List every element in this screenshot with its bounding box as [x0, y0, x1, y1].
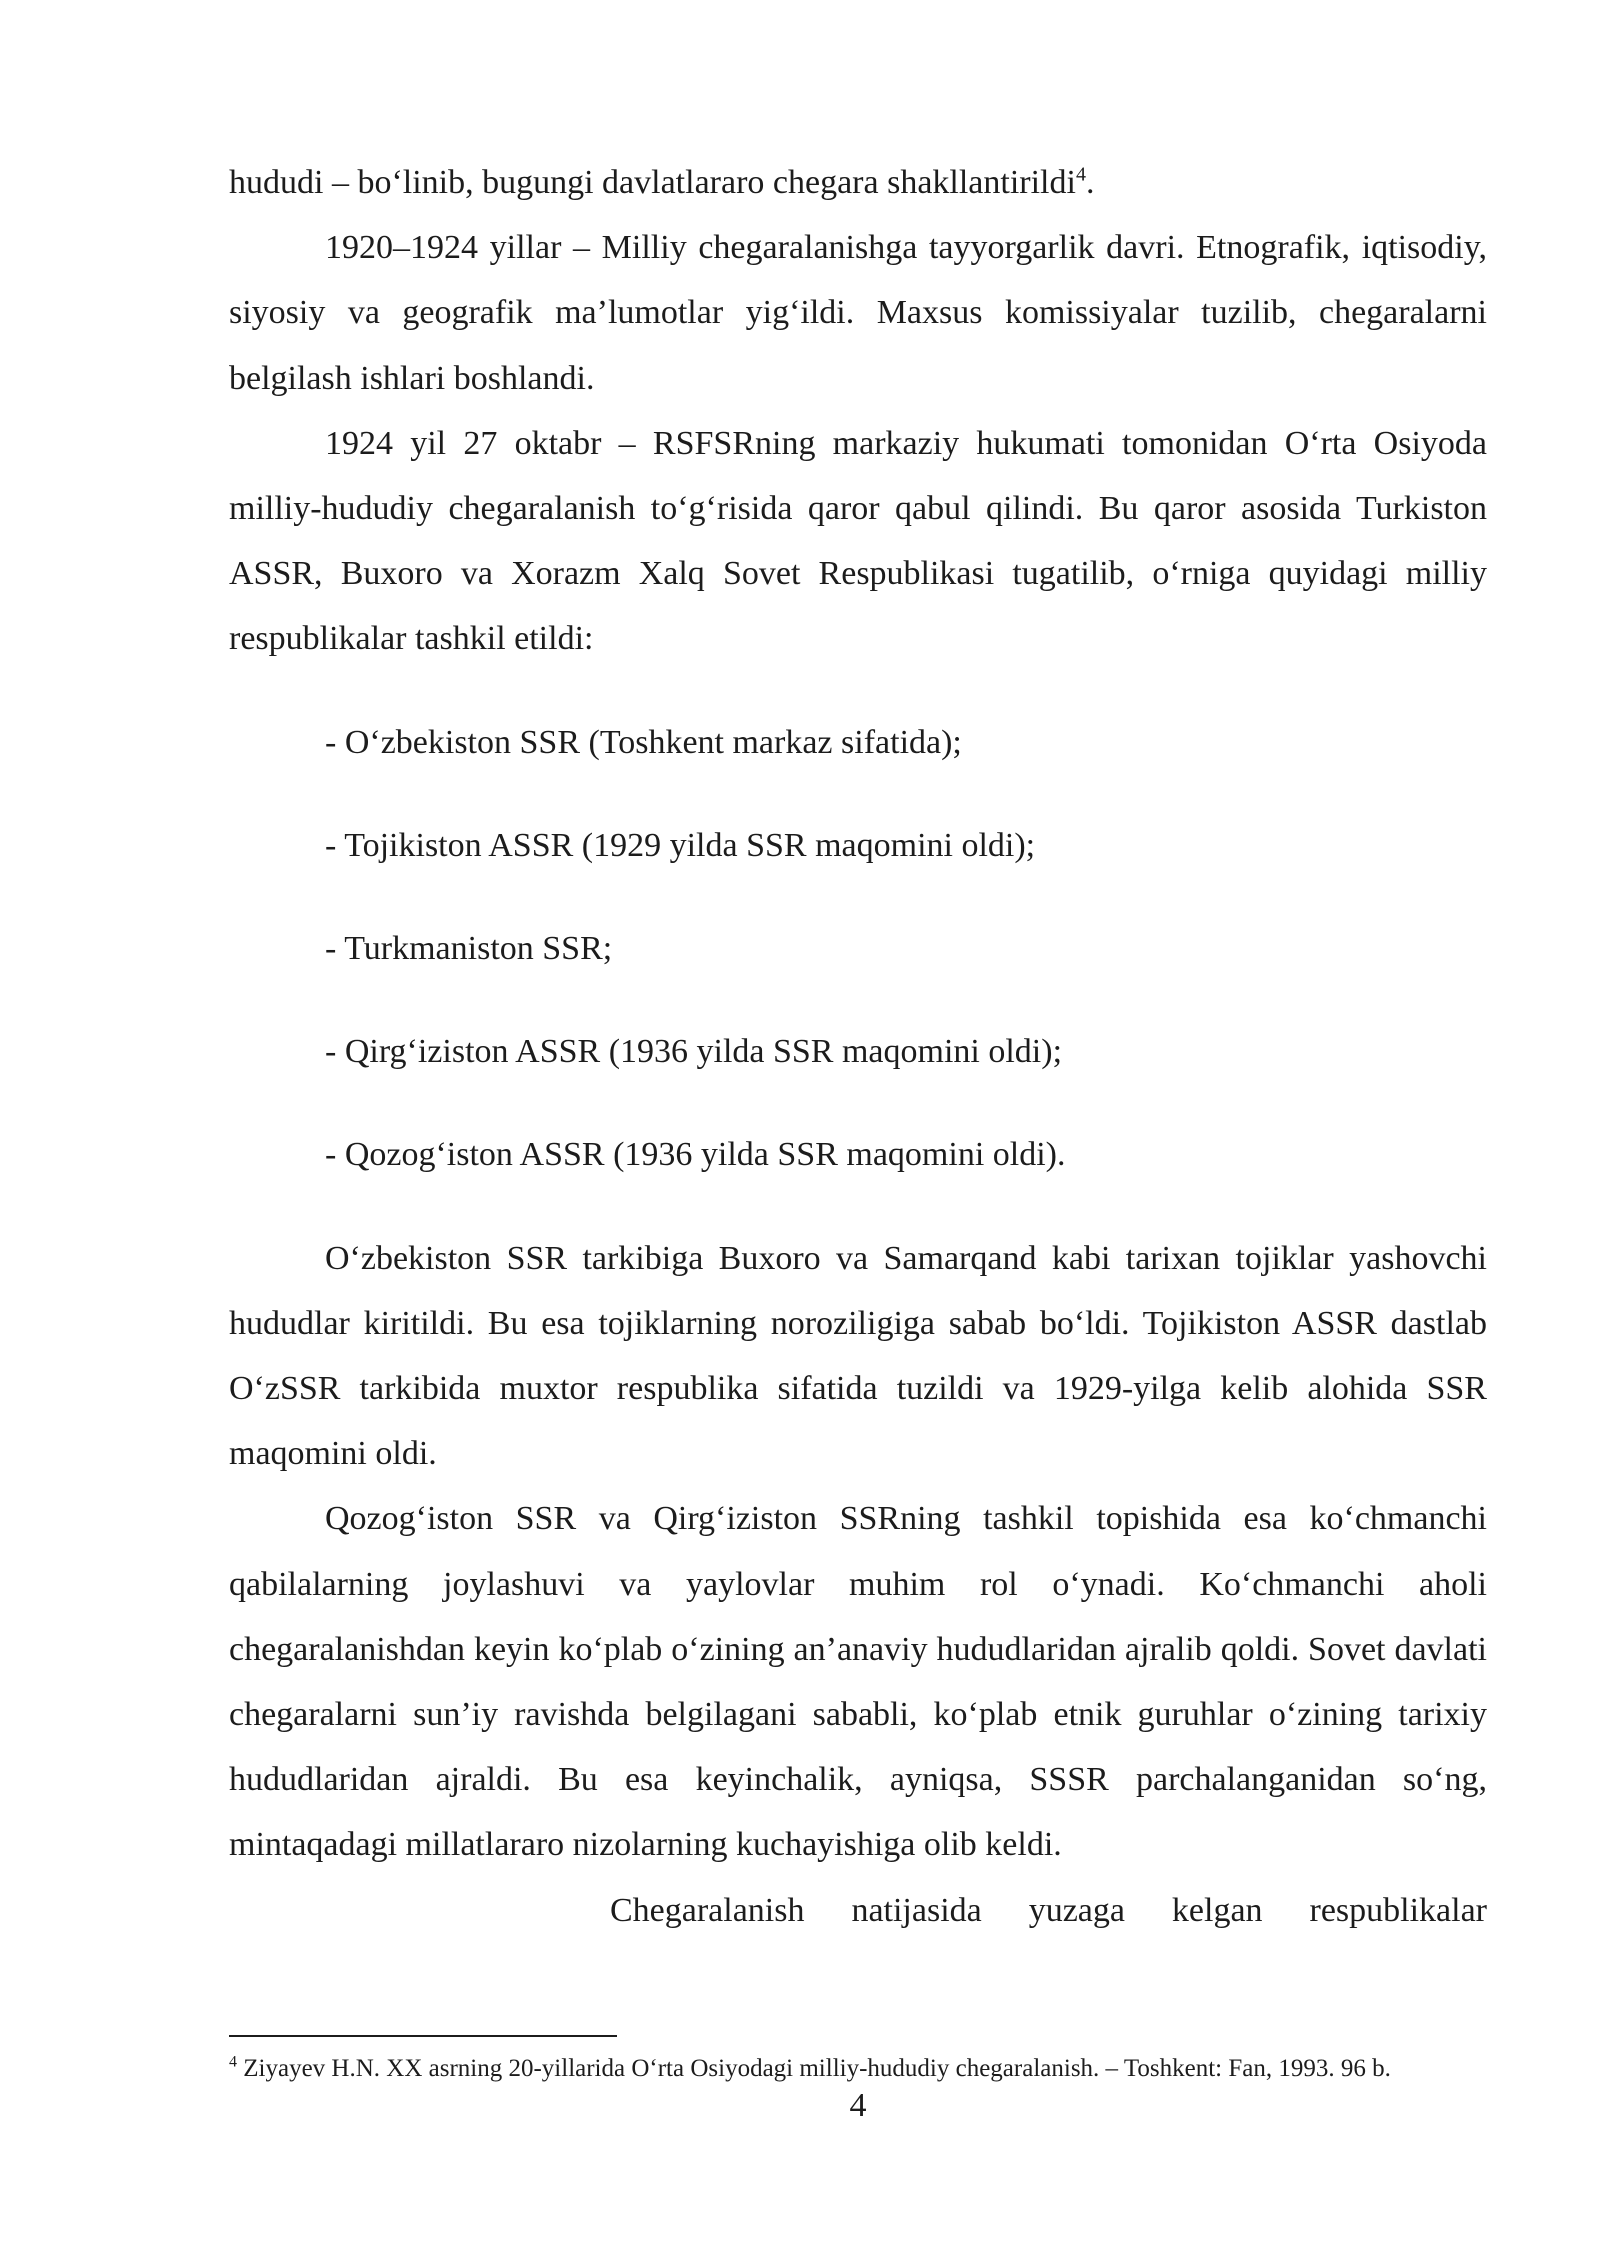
paragraph-results-start: Chegaralanish natijasida yuzaga kelgan respublikalar [610, 1891, 1487, 1929]
footnote-number: 4 [229, 2053, 237, 2071]
list-item-uzbekistan: - O‘zbekiston SSR (Toshkent markaz sifatida); [325, 723, 962, 761]
paragraph-text: hududi – bo‘linib, bugungi davlatlararo chegara shakllantirildi [229, 164, 1076, 201]
list-item-kazakhstan: - Qozog‘iston ASSR (1936 yilda SSR maqomini oldi). [325, 1136, 1066, 1174]
main-text [229, 150, 1487, 1943]
paragraph-decision-1924: 1924 yil 27 oktabr – RSFSRning markaziy hukumati tomonidan O‘rta Osiyoda milliy-hududiy chegaralanish to‘g‘risida qaror qabul qilindi. Bu qaror asosida Turkiston ASSR, Buxoro va Xorazm Xalq Sovet Respublikasi tugatilib, o‘rniga quyidagi milliy respublikalar tashkil etildi: [229, 424, 1487, 658]
paragraph-uzbek-ssr: O‘zbekiston SSR tarkibiga Buxoro va Samarqand kabi tarixan tojiklar yashovchi hududlar kiritildi. Bu esa tojiklarning noroziligiga sabab bo‘ldi. Tojikiston ASSR dastlab O‘zSSR tarkibida muxtor respublika sifatida tuzildi va 1929-yilga kelib alohida SSR maqomini oldi. [229, 1239, 1487, 1473]
list-item-tajikistan: - Tojikiston ASSR (1929 yilda SSR maqomini oldi); [325, 826, 1036, 864]
footnote [229, 2052, 1529, 2086]
paragraph-continuation [229, 150, 1487, 215]
footnote-text: Ziyayev H.N. XX asrning 20-yillarida O‘rta Osiyodagi milliy-hududiy chegaralanish. – Toshkent: Fan, 1993. 96 b. [237, 2055, 1391, 2082]
paragraph-preparation-period: 1920–1924 yillar – Milliy chegaralanishga tayyorgarlik davri. Etnografik, iqtisodiy, siyosiy va geografik ma’lumotlar yig‘ildi. Maxsus komissiyalar tuzilib, chegaralarni belgilash ishlari boshlandi. [229, 229, 1487, 397]
page-number: 4 [849, 2087, 867, 2124]
list-item-turkmenistan: - Turkmaniston SSR; [325, 930, 613, 968]
paragraph-kazakh-kyrgyz: Qozog‘iston SSR va Qirg‘iziston SSRning tashkil topishida esa ko‘chmanchi qabilalarning joylashuvi va yaylovlar muhim rol o‘ynadi. Ko‘chmanchi aholi chegaralanishdan keyin ko‘plab o‘zining an’anaviy hududlaridan ajralib qoldi. Sovet davlati chegaralarni sun’iy ravishda belgilagani sababli, ko‘plab etnik guruhlar o‘zining tarixiy hududlaridan ajraldi. Bu esa keyinchalik, ayniqsa, SSSR parchalanganidan so‘ng, mintaqadagi millatlararo nizolarning kuchayishiga olib keldi. [229, 1500, 1487, 1864]
paragraph-tail: . [1085, 164, 1095, 201]
footnote-reference[interactable]: 4 [1075, 163, 1086, 186]
list-item-kyrgyzstan: - Qirg‘iziston ASSR (1936 yilda SSR maqomini oldi); [325, 1033, 1063, 1071]
footnote-separator [229, 2035, 617, 2037]
